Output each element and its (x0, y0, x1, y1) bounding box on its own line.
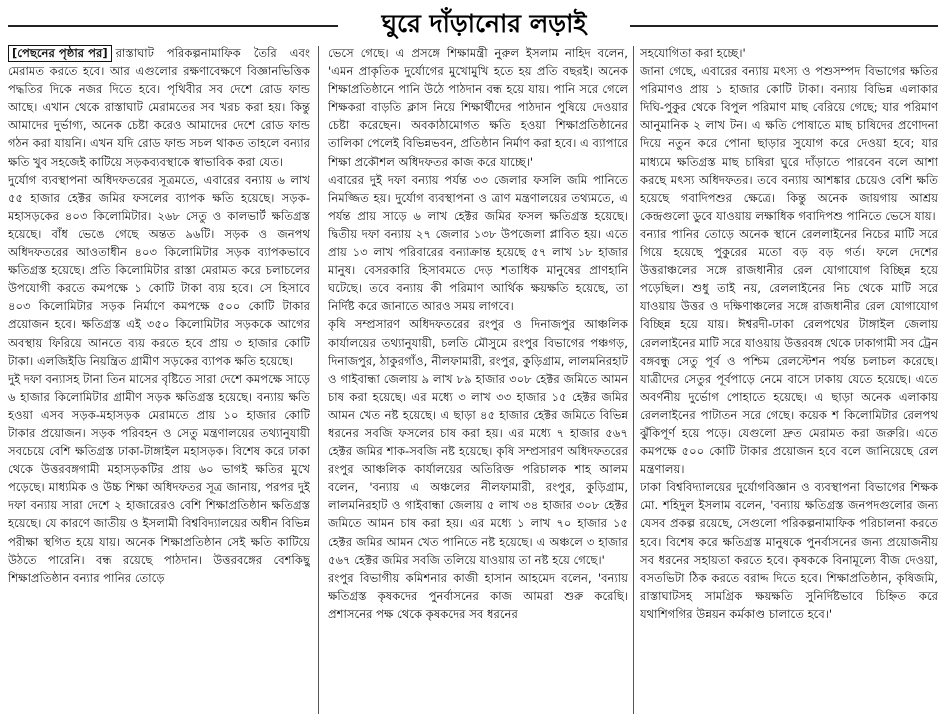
paragraph-text: রাস্তাঘাট পরিকল্পনামাফিক তৈরি এবং মেরামত করতে হবে। আর এগুলোর রক্ষণাবেক্ষণে বিজ্ঞানভিত্তিক পদ্ধতির দিকে নজর দিতে হবে। পৃথিবীর সব দেশে রোড ফান্ড আছে। এখান থেকে রাস্তাঘাট মেরামতের সব খরচ করা হয়। কিন্তু আমাদের দুর্ভাগ্য, অনেক চেষ্টা করেও আমাদের দেশে রোড ফান্ড গঠন করা যায়নি। এখন যদি রোড ফান্ড সচল থাকত তাহলে বন্যার ক্ষতি খুব সহজেই কাটিয়ে সড়কব্যবস্থাকে স্বাভাবিক করা যেত। (8, 46, 310, 169)
paragraph: এবারের দুই দফা বন্যায় পর্যন্ত ৩৩ জেলার ফসলি জমি পানিতে নিমজ্জিত হয়। দুর্যোগ ব্যবস্থাপনা ও ত্রাণ মন্ত্রণালয়ের তথ্যমতে, এ পর্যন্ত প্রায় সাড়ে ৬ লাখ হেক্টর জমির ফসল ক্ষতিগ্রস্ত হয়েছে। দ্বিতীয় দফা বন্যায় ২৭ জেলার ১৩৮ উপজেলা প্লাবিত হয়। এতে প্রায় ১৩ লাখ পরিবারের বন্যাক্রান্ত হয়েছে ৫৭ লাখ ১৮ হাজার মানুষ। বেসরকারি হিসাবমতে দেড় শতাধিক মানুষের প্রাণহানি ঘটেছে। তবে বন্যায় কী পরিমাণ আর্থিক ক্ষয়ক্ষতি হয়েছে, তা নির্দিষ্ট করে জানাতে আরও সময় লাগবে। (328, 172, 628, 314)
paragraph: কৃষি সম্প্রসারণ অধিদফতরের রংপুর ও দিনাজপুর আঞ্চলিক কার্যালয়ের তথ্যানুযায়ী, চলতি মৌসুমে রংপুর বিভাগের পঞ্চগড়, দিনাজপুর, ঠাকুরগাঁও, নীলফামারী, রংপুর, কুড়িগ্রাম, লালমনিরহাট ও গাইবান্ধা জেলায় ৯ লাখ ৮৯ হাজার ৩০৮ হেক্টর জমিতে আমন চাষ করা হয়েছে। এর মধ্যে ৩ লাখ ৩৩ হাজার ১৫ হেক্টর জমির আমন খেত নষ্ট হয়েছে। এ ছাড়া ৪৫ হাজার হেক্টর জমিতে বিভিন্ন ধরনের সবজি ফসলের চাষ করা হয়। এর মধ্যে ৭ হাজার ৫৬৭ হেক্টর জমির শাক-সবজি নষ্ট হয়েছে। কৃষি সম্প্রসারণ অধিদফতরের রংপুর আঞ্চলিক কার্যালয়ের অতিরিক্ত পরিচালক শাহ আলম বলেন, 'বন্যায় এ অঞ্চলের নীলফামারী, রংপুর, কুড়িগ্রাম, লালমনিরহাট ও গাইবান্ধা জেলায় ৫ লাখ ৩৪ হাজার ৩০৮ হেক্টর জমিতে আমন চাষ করা হয়। এর মধ্যে ১ লাখ ৭০ হাজার ১৫ হেক্টর জমির আমন খেত পানিতে নষ্ট হয়েছে। এ অঞ্চলে ৩ হাজার ৫৬৭ হেক্টর জমির সবজি তলিয়ে যাওয়ায় তা নষ্ট হয়ে গেছে।' (328, 317, 628, 567)
paragraph: দুই দফা বন্যাসহ টানা তিন মাসের বৃষ্টিতে সারা দেশে কমপক্ষে সাড়ে ৬ হাজার কিলোমিটার গ্রামীণ সড়ক ক্ষতিগ্রস্ত হয়েছে। বন্যায় ক্ষতি হওয়া এসব সড়ক-মহাসড়ক মেরামতে প্রায় ১০ হাজার কোটি টাকার প্রয়োজন। সড়ক পরিবহন ও সেতু মন্ত্রণালয়ের তথ্যানুযায়ী সবচেয়ে বেশি ক্ষতিগ্রস্ত ঢাকা-টাঙ্গাইল মহাসড়ক। বিশেষ করে ঢাকা থেকে উত্তরবঙ্গগামী মহাসড়কটির প্রায় ৬০ ভাগই ক্ষতির মুখে পড়েছে। মাধ্যমিক ও উচ্চ শিক্ষা অধিদফতর সূত্র জানায়, পরপর দুই দফা বন্যায় সারা দেশে ২ হাজারেরও বেশি শিক্ষাপ্রতিষ্ঠান ক্ষতিগ্রস্ত হয়েছে। যে কারণে জাতীয় ও ইসলামী বিশ্ববিদ্যালয়ের অধীন বিভিন্ন পরীক্ষা স্থগিত হয়ে যায়। অনেক শিক্ষাপ্রতিষ্ঠান সেই ক্ষতি কাটিয়ে উঠতে পারেনি। বন্ধ রয়েছে পাঠদান। উত্তরবঙ্গের বেশকিছু শিক্ষাপ্রতিষ্ঠান বন্যার পানির তোড়ে (8, 371, 310, 585)
headline: ঘুরে দাঁড়ানোর লড়াই (381, 9, 587, 38)
headline-bar (0, 6, 945, 42)
article-column-1 (8, 44, 310, 716)
headline-rule-right (630, 25, 938, 27)
continued-from-kicker: [পেছনের পৃষ্ঠার পর] (8, 45, 112, 62)
paragraph: ঢাকা বিশ্ববিদ্যালয়ের দুর্যোগবিজ্ঞান ও ব্যবস্থাপনা বিভাগের শিক্ষক মো. শহিদুল ইসলাম বলেন, 'বন্যায় ক্ষতিগ্রস্ত জনপদগুলোর জন্য যেসব প্রকল্প রয়েছে, সেগুলো পরিকল্পনামাফিক পরিচালনা করতে হবে। বিশেষ করে ক্ষতিগ্রস্ত মানুষকে পুনর্বাসনের জন্য প্রয়োজনীয় সব ধরনের সহায়তা করতে হবে। কৃষককে বিনামূল্যে বীজ দেওয়া, বসতভিটা ঠিক করতে বরাদ্দ দিতে হবে। শিক্ষাপ্রতিষ্ঠান, কৃষিজমি, রাস্তাঘাটসহ সামগ্রিক ক্ষয়ক্ষতি সুনির্দিষ্টভাবে চিহ্নিত করে যথাশিগগির উন্নয়ন কর্মকাণ্ড চালাতে হবে।' (640, 480, 938, 621)
column-divider (633, 46, 634, 714)
headline-rule-left (8, 25, 338, 27)
paragraph (8, 44, 310, 171)
paragraph: ভেসে গেছে। এ প্রসঙ্গে শিক্ষামন্ত্রী নুরুল ইসলাম নাহিদ বলেন, 'এমন প্রাকৃতিক দুর্যোগের মুখোমুখি হতে হয় প্রতি বছরই। অনেক শিক্ষাপ্রতিষ্ঠানে পানি উঠে পাঠদান বন্ধ হয়ে যায়। পানি সরে গেলে শিক্ষকরা বাড়তি ক্লাস নিয়ে শিক্ষার্থীদের পাঠদান পুষিয়ে দেওয়ার চেষ্টা করেছেন। অবকাঠামোগত ক্ষতি হওয়া শিক্ষাপ্রতিষ্ঠানের তালিকা পেলেই বিভিন্নভবন, প্রতিষ্ঠান নির্মাণ করা হবে। এ ব্যাপারে শিক্ষা প্রকৌশল অধিদফতর কাজ করে যাচ্ছে।' (328, 46, 628, 169)
paragraph: বন্যার পানির তোড়ে অনেক স্থানে রেললাইনের নিচের মাটি সরে গিয়ে হয়েছে পুকুরের মতো বড় বড় গর্ত। ফলে দেশের উত্তরাঞ্চলের সঙ্গে রাজধানীর রেল যোগাযোগ বিচ্ছিন্ন হয়ে পড়েছিল। শুধু তাই নয়, রেললাইনের নিচ থেকে মাটি সরে যাওয়ায় উত্তর ও দক্ষিণাঞ্চলের সঙ্গে রাজধানীর রেল যোগাযোগ বিচ্ছিন্ন হয়ে যায়। ঈশ্বরদী-ঢাকা রেলপথের টাঙ্গাইল জেলায় রেললাইনের মাটি সরে যাওয়ায় উত্তরবঙ্গ থেকে ঢাকাগামী সব ট্রেন বঙ্গবন্ধু সেতু পূর্ব ও পশ্চিম রেলস্টেশন পর্যন্ত চলাচল করেছে। যাত্রীদের সেতুর পূর্বপাড়ে নেমে বাসে ঢাকায় যেতে হয়েছে। এতে অবর্ণনীয় দুর্ভোগ পোহাতে হয়েছে। এ ছাড়া অনেক এলাকায় রেললাইনের পাটাতন সরে গেছে। কয়েক শ কিলোমিটার রেলপথ ঝুঁকিপূর্ণ হয়ে পড়ে। যেগুলো দ্রুত মেরামত করা জরুরি। এতে কমপক্ষে ৫০০ কোটি টাকার প্রয়োজন হবে বলে জানিয়েছে রেল মন্ত্রণালয়। (640, 226, 938, 477)
paragraph: সহযোগিতা করা হচ্ছে।' (640, 46, 746, 60)
paragraph: রংপুর বিভাগীয় কমিশনার কাজী হাসান আহমেদ বলেন, 'বন্যায় ক্ষতিগ্রস্ত কৃষকদের পুনর্বাসনের কাজ আমরা শুরু করেছি। প্রশাসনের পক্ষ থেকে কৃষকদের সব ধরনের (328, 570, 628, 621)
paragraph: জানা গেছে, এবারের বন্যায় মৎস্য ও পশুসম্পদ বিভাগের ক্ষতির পরিমাণও প্রায় ১ হাজার কোটি টাকা। বন্যায় বিভিন্ন এলাকার দিঘি-পুকুর থেকে বিপুল পরিমাণ মাছ বেরিয়ে গেছে; যার পরিমাণ আনুমানিক ২ লাখ টন। এ ক্ষতি পোষাতে মাছ চাষিদের প্রণোদনা দিয়ে নতুন করে পোনা ছাড়ার সুযোগ করে দেওয়া হবে; যার মাধ্যমে ক্ষতিগ্রস্ত মাছ চাষিরা ঘুরে দাঁড়াতে পারবেন বলে আশা করছে মৎস্য অধিদফতর। তবে বন্যায় আশঙ্কার চেয়েও বেশি ক্ষতি হয়েছে গবাদিপশুর ক্ষেত্রে। কিন্তু অনেক জায়গায় আশ্রয় কেন্দ্রগুলো ডুবে যাওয়ায় লক্ষাধিক গবাদিপশু পানিতে ভেসে যায়। (640, 64, 938, 223)
paragraph: দুর্যোগ ব্যবস্থাপনা অধিদফতরের সূত্রমতে, এবারের বন্যায় ৬ লাখ ৫৫ হাজার হেক্টর জমির ফসলের ব্যাপক ক্ষতি হয়েছে। সড়ক-মহাসড়কের ৪০৩ কিলোমিটার। ২৬৮ সেতু ও কালভার্ট ক্ষতিগ্রস্ত হয়েছে। বাঁধ ভেঙে গেছে অন্তত ৯৬টি। সড়ক ও জনপথ অধিদফতরের আওতাধীন ৪০৩ কিলোমিটার সড়ক ব্যাপকভাবে ক্ষতিগ্রস্ত হয়েছে। প্রতি কিলোমিটার রাস্তা মেরামত করে চলাচলের উপযোগী করতে কমপক্ষে ১ কোটি টাকা ব্যয় হবে। সে হিসাবে ৪০৩ কিলোমিটার সড়ক নির্মাণে কমপক্ষে ৫০০ কোটি টাকার প্রয়োজন হবে। ক্ষতিগ্রস্ত এই ৩৫০ কিলোমিটার সড়ককে আগের অবস্থায় ফিরিয়ে আনতে ব্যয় করতে হবে প্রায় ৩ হাজার কোটি টাকা। এলজিইডি নিয়ন্ত্রিত গ্রামীণ সড়কের ব্যাপক ক্ষতি হয়েছে। (8, 172, 310, 368)
article-column-3 (640, 44, 938, 716)
article-column-2 (328, 44, 628, 716)
column-divider (318, 46, 319, 714)
